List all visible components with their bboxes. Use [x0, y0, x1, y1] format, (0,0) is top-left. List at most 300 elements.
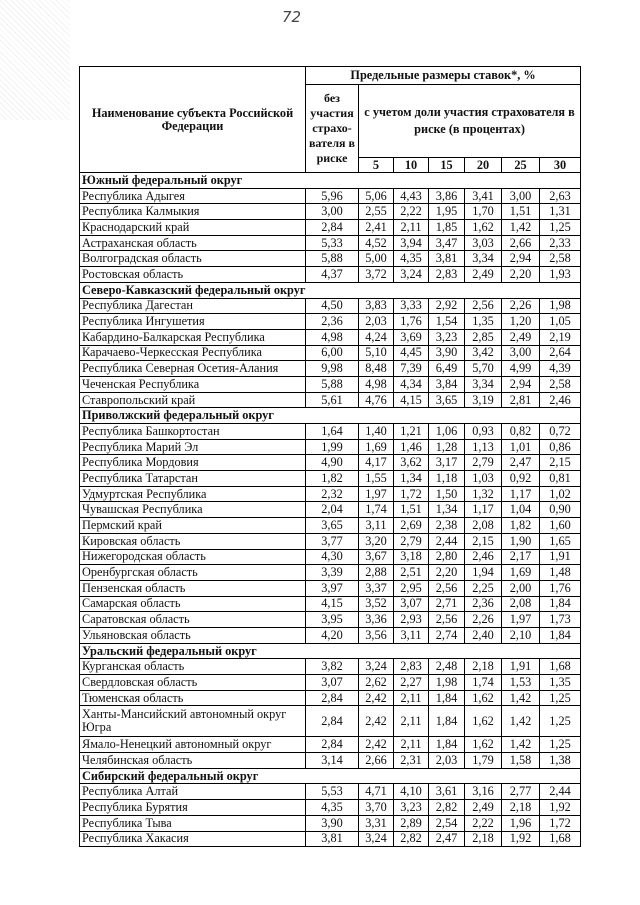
rate-share-cell: 1,62	[465, 737, 502, 753]
rate-share-cell: 6,49	[429, 361, 465, 377]
table-row	[80, 345, 581, 361]
rate-share-cell: 1,90	[502, 533, 540, 549]
table-row	[80, 502, 581, 518]
district-row	[80, 282, 581, 298]
header-without-participation: без участия страхо- вателя в риске	[306, 85, 359, 173]
rate-share-cell: 1,54	[429, 314, 465, 330]
rate-base-cell: 1,64	[306, 424, 359, 440]
rate-base-cell: 3,39	[306, 565, 359, 581]
rate-base-cell: 3,65	[306, 518, 359, 534]
rate-share-cell: 3,67	[359, 549, 394, 565]
table-row	[80, 220, 581, 236]
rate-share-cell: 3,90	[429, 345, 465, 361]
rate-share-cell: 2,44	[540, 784, 581, 800]
rate-share-cell: 4,98	[359, 376, 394, 392]
rate-share-cell: 4,76	[359, 392, 394, 408]
rate-share-cell: 2,71	[429, 596, 465, 612]
district-row	[80, 643, 581, 659]
rate-share-cell: 2,51	[394, 565, 429, 581]
district-heading: Приволжский федеральный округ	[80, 408, 581, 424]
header-with-participation: с учетом доли участия страхователя в риске (в процентах)	[359, 85, 581, 158]
table-row	[80, 392, 581, 408]
rate-share-cell: 2,46	[540, 392, 581, 408]
rate-share-cell: 1,76	[394, 314, 429, 330]
rate-share-cell: 1,98	[540, 298, 581, 314]
subject-name-cell: Чувашская Республика	[80, 502, 306, 518]
rate-share-cell: 7,39	[394, 361, 429, 377]
district-heading: Сибирский федеральный округ	[80, 768, 581, 784]
rate-share-cell: 5,10	[359, 345, 394, 361]
rate-share-cell: 1,46	[394, 439, 429, 455]
rate-share-cell: 2,94	[502, 251, 540, 267]
rate-share-cell: 2,49	[465, 267, 502, 283]
subject-name-cell: Республика Северная Осетия-Алания	[80, 361, 306, 377]
table-row	[80, 533, 581, 549]
table-row	[80, 267, 581, 283]
rate-share-cell: 1,96	[502, 815, 540, 831]
subject-name-cell: Республика Тыва	[80, 815, 306, 831]
subject-name-cell: Республика Бурятия	[80, 800, 306, 816]
rate-share-cell: 1,21	[394, 424, 429, 440]
rate-share-cell: 2,49	[502, 329, 540, 345]
rate-share-cell: 2,42	[359, 737, 394, 753]
rate-share-cell: 4,52	[359, 235, 394, 251]
rate-share-cell: 2,11	[394, 690, 429, 706]
rate-share-cell: 1,35	[540, 675, 581, 691]
subject-name-cell: Ямало-Ненецкий автономный округ	[80, 737, 306, 753]
rate-share-cell: 2,48	[429, 659, 465, 675]
rate-share-cell: 1,28	[429, 439, 465, 455]
rate-share-cell: 2,74	[429, 627, 465, 643]
table-row	[80, 659, 581, 675]
scan-noise	[0, 0, 70, 120]
table-row	[80, 376, 581, 392]
subject-name-cell: Кировская область	[80, 533, 306, 549]
rate-share-cell: 3,36	[359, 612, 394, 628]
rate-share-cell: 1,85	[429, 220, 465, 236]
rate-share-cell: 2,15	[540, 455, 581, 471]
rate-share-cell: 1,34	[429, 502, 465, 518]
rate-share-cell: 2,69	[394, 518, 429, 534]
rate-base-cell: 2,36	[306, 314, 359, 330]
rate-share-cell: 4,34	[394, 376, 429, 392]
rate-share-cell: 1,04	[502, 502, 540, 518]
rate-share-cell: 1,74	[465, 675, 502, 691]
rate-share-cell: 2,95	[394, 580, 429, 596]
rate-share-cell: 2,03	[359, 314, 394, 330]
subject-name-cell: Чеченская Республика	[80, 376, 306, 392]
rate-share-cell: 1,92	[502, 831, 540, 847]
rate-share-cell: 2,18	[502, 800, 540, 816]
rate-share-cell: 1,31	[540, 204, 581, 220]
rate-share-cell: 2,18	[465, 831, 502, 847]
rate-share-cell: 0,82	[502, 424, 540, 440]
rate-base-cell: 2,84	[306, 706, 359, 737]
rate-base-cell: 4,20	[306, 627, 359, 643]
rate-share-cell: 1,73	[540, 612, 581, 628]
rate-share-cell: 1,76	[540, 580, 581, 596]
rate-share-cell: 1,40	[359, 424, 394, 440]
rate-base-cell: 5,33	[306, 235, 359, 251]
rate-share-cell: 1,25	[540, 220, 581, 236]
table-row	[80, 518, 581, 534]
rate-base-cell: 3,90	[306, 815, 359, 831]
table-row	[80, 298, 581, 314]
rate-share-cell: 2,26	[465, 612, 502, 628]
rate-share-cell: 1,53	[502, 675, 540, 691]
rate-share-cell: 1,38	[540, 753, 581, 769]
rate-share-cell: 2,54	[429, 815, 465, 831]
rate-share-cell: 4,15	[394, 392, 429, 408]
rate-share-cell: 3,65	[429, 392, 465, 408]
table-row	[80, 486, 581, 502]
rate-share-cell: 1,68	[540, 831, 581, 847]
rate-share-cell: 3,24	[394, 267, 429, 283]
rate-share-cell: 1,42	[502, 706, 540, 737]
rate-base-cell: 4,98	[306, 329, 359, 345]
table-row	[80, 815, 581, 831]
table-row	[80, 471, 581, 487]
rate-share-cell: 4,39	[540, 361, 581, 377]
header-share-level: 20	[465, 158, 502, 173]
rate-base-cell: 3,82	[306, 659, 359, 675]
rate-share-cell: 3,23	[394, 800, 429, 816]
rate-share-cell: 2,88	[359, 565, 394, 581]
rate-share-cell: 2,15	[465, 533, 502, 549]
subject-name-cell: Республика Мордовия	[80, 455, 306, 471]
rate-base-cell: 2,04	[306, 502, 359, 518]
rate-share-cell: 1,62	[465, 220, 502, 236]
table-row	[80, 361, 581, 377]
table-row	[80, 831, 581, 847]
rate-share-cell: 2,77	[502, 784, 540, 800]
rate-share-cell: 2,00	[502, 580, 540, 596]
rate-base-cell: 3,97	[306, 580, 359, 596]
rate-base-cell: 2,84	[306, 737, 359, 753]
subject-name-cell: Свердловская область	[80, 675, 306, 691]
rate-share-cell: 2,03	[429, 753, 465, 769]
rate-base-cell: 4,37	[306, 267, 359, 283]
district-heading: Уральский федеральный округ	[80, 643, 581, 659]
rate-share-cell: 1,02	[540, 486, 581, 502]
subject-name-cell: Саратовская область	[80, 612, 306, 628]
rate-share-cell: 1,48	[540, 565, 581, 581]
rate-base-cell: 3,77	[306, 533, 359, 549]
rate-share-cell: 3,24	[359, 831, 394, 847]
rate-share-cell: 1,69	[502, 565, 540, 581]
district-row	[80, 173, 581, 189]
subject-name-cell: Тюменская область	[80, 690, 306, 706]
rate-share-cell: 2,47	[429, 831, 465, 847]
rate-share-cell: 1,91	[540, 549, 581, 565]
rate-share-cell: 3,07	[394, 596, 429, 612]
rate-share-cell: 1,98	[429, 675, 465, 691]
rate-share-cell: 2,27	[394, 675, 429, 691]
rate-share-cell: 1,94	[465, 565, 502, 581]
table-row	[80, 753, 581, 769]
table-row	[80, 800, 581, 816]
rate-share-cell: 2,56	[429, 580, 465, 596]
header-subject-name: Наименование субъекта Российской Федерации	[80, 67, 306, 173]
subject-name-cell: Ульяновская область	[80, 627, 306, 643]
table-row	[80, 549, 581, 565]
rate-share-cell: 3,16	[465, 784, 502, 800]
rate-share-cell: 2,85	[465, 329, 502, 345]
subject-name-cell: Оренбургская область	[80, 565, 306, 581]
rate-share-cell: 3,34	[465, 251, 502, 267]
table-row	[80, 455, 581, 471]
rate-share-cell: 3,18	[394, 549, 429, 565]
rate-share-cell: 2,08	[465, 518, 502, 534]
header-rate-limits: Предельные размеры ставок*, %	[306, 67, 581, 85]
table-row	[80, 424, 581, 440]
rate-share-cell: 2,40	[465, 627, 502, 643]
rate-share-cell: 3,69	[394, 329, 429, 345]
rate-share-cell: 1,51	[394, 502, 429, 518]
rate-share-cell: 1,18	[429, 471, 465, 487]
rate-share-cell: 1,35	[465, 314, 502, 330]
rate-share-cell: 2,18	[465, 659, 502, 675]
subject-name-cell: Курганская область	[80, 659, 306, 675]
rate-share-cell: 2,66	[502, 235, 540, 251]
rate-share-cell: 2,83	[394, 659, 429, 675]
subject-name-cell: Республика Дагестан	[80, 298, 306, 314]
subject-name-cell: Волгоградская область	[80, 251, 306, 267]
rate-share-cell: 4,10	[394, 784, 429, 800]
table-row	[80, 251, 581, 267]
table-row	[80, 690, 581, 706]
rate-share-cell: 3,83	[359, 298, 394, 314]
rate-share-cell: 3,19	[465, 392, 502, 408]
rate-share-cell: 2,58	[540, 376, 581, 392]
subject-name-cell: Республика Калмыкия	[80, 204, 306, 220]
subject-name-cell: Челябинская область	[80, 753, 306, 769]
rate-share-cell: 3,42	[465, 345, 502, 361]
district-heading: Северо-Кавказский федеральный округ	[80, 282, 581, 298]
rate-share-cell: 5,00	[359, 251, 394, 267]
table-row	[80, 329, 581, 345]
rate-share-cell: 1,93	[540, 267, 581, 283]
rate-share-cell: 2,25	[465, 580, 502, 596]
subject-name-cell: Пензенская область	[80, 580, 306, 596]
rate-share-cell: 1,72	[540, 815, 581, 831]
subject-name-cell: Удмуртская Республика	[80, 486, 306, 502]
table-row	[80, 235, 581, 251]
rate-share-cell: 1,42	[502, 690, 540, 706]
rate-share-cell: 4,99	[502, 361, 540, 377]
district-row	[80, 768, 581, 784]
rate-share-cell: 2,49	[465, 800, 502, 816]
rate-share-cell: 1,62	[465, 706, 502, 737]
rate-share-cell: 1,58	[502, 753, 540, 769]
rate-share-cell: 1,20	[502, 314, 540, 330]
rate-base-cell: 6,00	[306, 345, 359, 361]
rate-share-cell: 1,42	[502, 220, 540, 236]
rate-base-cell: 5,61	[306, 392, 359, 408]
rate-share-cell: 2,83	[429, 267, 465, 283]
rate-share-cell: 3,62	[394, 455, 429, 471]
subject-name-cell: Республика Хакасия	[80, 831, 306, 847]
rate-base-cell: 5,53	[306, 784, 359, 800]
subject-name-cell: Ставропольский край	[80, 392, 306, 408]
rate-share-cell: 3,11	[394, 627, 429, 643]
rate-share-cell: 2,11	[394, 220, 429, 236]
rate-share-cell: 2,94	[502, 376, 540, 392]
rate-share-cell: 5,70	[465, 361, 502, 377]
rate-share-cell: 2,17	[502, 549, 540, 565]
rate-base-cell: 2,32	[306, 486, 359, 502]
rate-share-cell: 3,61	[429, 784, 465, 800]
table-row	[80, 565, 581, 581]
rate-share-cell: 4,71	[359, 784, 394, 800]
rate-share-cell: 1,74	[359, 502, 394, 518]
rate-share-cell: 2,41	[359, 220, 394, 236]
header-share-level: 15	[429, 158, 465, 173]
rate-share-cell: 2,92	[429, 298, 465, 314]
rate-share-cell: 2,11	[394, 706, 429, 737]
rate-share-cell: 1,79	[465, 753, 502, 769]
table-row	[80, 612, 581, 628]
rate-share-cell: 1,50	[429, 486, 465, 502]
rate-base-cell: 5,88	[306, 251, 359, 267]
subject-name-cell: Нижегородская область	[80, 549, 306, 565]
subject-name-cell: Ханты-Мансийский автономный округ Югра	[80, 706, 306, 737]
rate-share-cell: 1,55	[359, 471, 394, 487]
rate-base-cell: 3,95	[306, 612, 359, 628]
rate-share-cell: 2,31	[394, 753, 429, 769]
rate-share-cell: 0,86	[540, 439, 581, 455]
rate-share-cell: 1,68	[540, 659, 581, 675]
header-share-level: 5	[359, 158, 394, 173]
rate-share-cell: 3,81	[429, 251, 465, 267]
rate-share-cell: 1,60	[540, 518, 581, 534]
rate-share-cell: 1,17	[502, 486, 540, 502]
rate-share-cell: 2,22	[465, 815, 502, 831]
rate-share-cell: 3,24	[359, 659, 394, 675]
rate-share-cell: 2,38	[429, 518, 465, 534]
subject-name-cell: Республика Башкортостан	[80, 424, 306, 440]
table-row	[80, 675, 581, 691]
rate-share-cell: 4,17	[359, 455, 394, 471]
rate-share-cell: 1,01	[502, 439, 540, 455]
rate-share-cell: 3,72	[359, 267, 394, 283]
table-row	[80, 737, 581, 753]
rate-share-cell: 3,94	[394, 235, 429, 251]
rate-share-cell: 2,80	[429, 549, 465, 565]
rate-share-cell: 2,82	[394, 831, 429, 847]
rate-share-cell: 2,46	[465, 549, 502, 565]
rate-share-cell: 0,92	[502, 471, 540, 487]
subject-name-cell: Краснодарский край	[80, 220, 306, 236]
table-row	[80, 580, 581, 596]
rate-share-cell: 3,86	[429, 188, 465, 204]
rate-share-cell: 1,69	[359, 439, 394, 455]
district-row	[80, 408, 581, 424]
table-row	[80, 314, 581, 330]
rate-share-cell: 2,79	[465, 455, 502, 471]
rate-share-cell: 3,23	[429, 329, 465, 345]
rate-share-cell: 1,84	[540, 596, 581, 612]
rate-base-cell: 4,30	[306, 549, 359, 565]
rate-share-cell: 3,11	[359, 518, 394, 534]
rate-share-cell: 2,93	[394, 612, 429, 628]
rate-share-cell: 0,90	[540, 502, 581, 518]
rate-base-cell: 4,35	[306, 800, 359, 816]
table-row	[80, 706, 581, 737]
rate-share-cell: 2,79	[394, 533, 429, 549]
rate-share-cell: 1,34	[394, 471, 429, 487]
rate-share-cell: 3,20	[359, 533, 394, 549]
rate-base-cell: 2,84	[306, 690, 359, 706]
rate-share-cell: 2,08	[502, 596, 540, 612]
rate-share-cell: 1,92	[540, 800, 581, 816]
subject-name-cell: Пермский край	[80, 518, 306, 534]
rate-base-cell: 4,15	[306, 596, 359, 612]
subject-name-cell: Республика Алтай	[80, 784, 306, 800]
rate-share-cell: 3,00	[502, 188, 540, 204]
rate-share-cell: 1,72	[394, 486, 429, 502]
subject-name-cell: Республика Адыгея	[80, 188, 306, 204]
rate-base-cell: 1,99	[306, 439, 359, 455]
header-share-level: 25	[502, 158, 540, 173]
district-heading: Южный федеральный округ	[80, 173, 581, 189]
rate-share-cell: 2,82	[429, 800, 465, 816]
rate-share-cell: 1,84	[540, 627, 581, 643]
rate-share-cell: 3,52	[359, 596, 394, 612]
table-row	[80, 439, 581, 455]
rate-share-cell: 1,97	[359, 486, 394, 502]
rate-share-cell: 1,84	[429, 737, 465, 753]
subject-name-cell: Карачаево-Черкесская Республика	[80, 345, 306, 361]
rate-share-cell: 2,10	[502, 627, 540, 643]
subject-name-cell: Ростовская область	[80, 267, 306, 283]
rate-share-cell: 3,00	[502, 345, 540, 361]
table-row	[80, 188, 581, 204]
table-row	[80, 627, 581, 643]
rate-base-cell: 9,98	[306, 361, 359, 377]
rate-share-cell: 2,20	[502, 267, 540, 283]
rate-base-cell: 4,50	[306, 298, 359, 314]
header-share-level: 30	[540, 158, 581, 173]
rate-base-cell: 3,00	[306, 204, 359, 220]
rate-share-cell: 4,43	[394, 188, 429, 204]
rate-share-cell: 1,84	[429, 690, 465, 706]
rate-share-cell: 3,03	[465, 235, 502, 251]
rate-base-cell: 1,82	[306, 471, 359, 487]
rate-share-cell: 1,06	[429, 424, 465, 440]
rate-share-cell: 1,91	[502, 659, 540, 675]
subject-name-cell: Республика Ингушетия	[80, 314, 306, 330]
rate-share-cell: 3,56	[359, 627, 394, 643]
rate-share-cell: 3,47	[429, 235, 465, 251]
rate-share-cell: 1,25	[540, 690, 581, 706]
rate-share-cell: 5,06	[359, 188, 394, 204]
subject-name-cell: Кабардино-Балкарская Республика	[80, 329, 306, 345]
rate-base-cell: 3,81	[306, 831, 359, 847]
rate-share-cell: 2,33	[540, 235, 581, 251]
rate-base-cell: 2,84	[306, 220, 359, 236]
rate-share-cell: 3,41	[465, 188, 502, 204]
rate-base-cell: 5,88	[306, 376, 359, 392]
rate-share-cell: 2,56	[465, 298, 502, 314]
rate-share-cell: 3,31	[359, 815, 394, 831]
rate-share-cell: 2,62	[359, 675, 394, 691]
rate-share-cell: 0,81	[540, 471, 581, 487]
rate-base-cell: 3,14	[306, 753, 359, 769]
rate-share-cell: 2,89	[394, 815, 429, 831]
rate-base-cell: 3,07	[306, 675, 359, 691]
rate-share-cell: 4,24	[359, 329, 394, 345]
